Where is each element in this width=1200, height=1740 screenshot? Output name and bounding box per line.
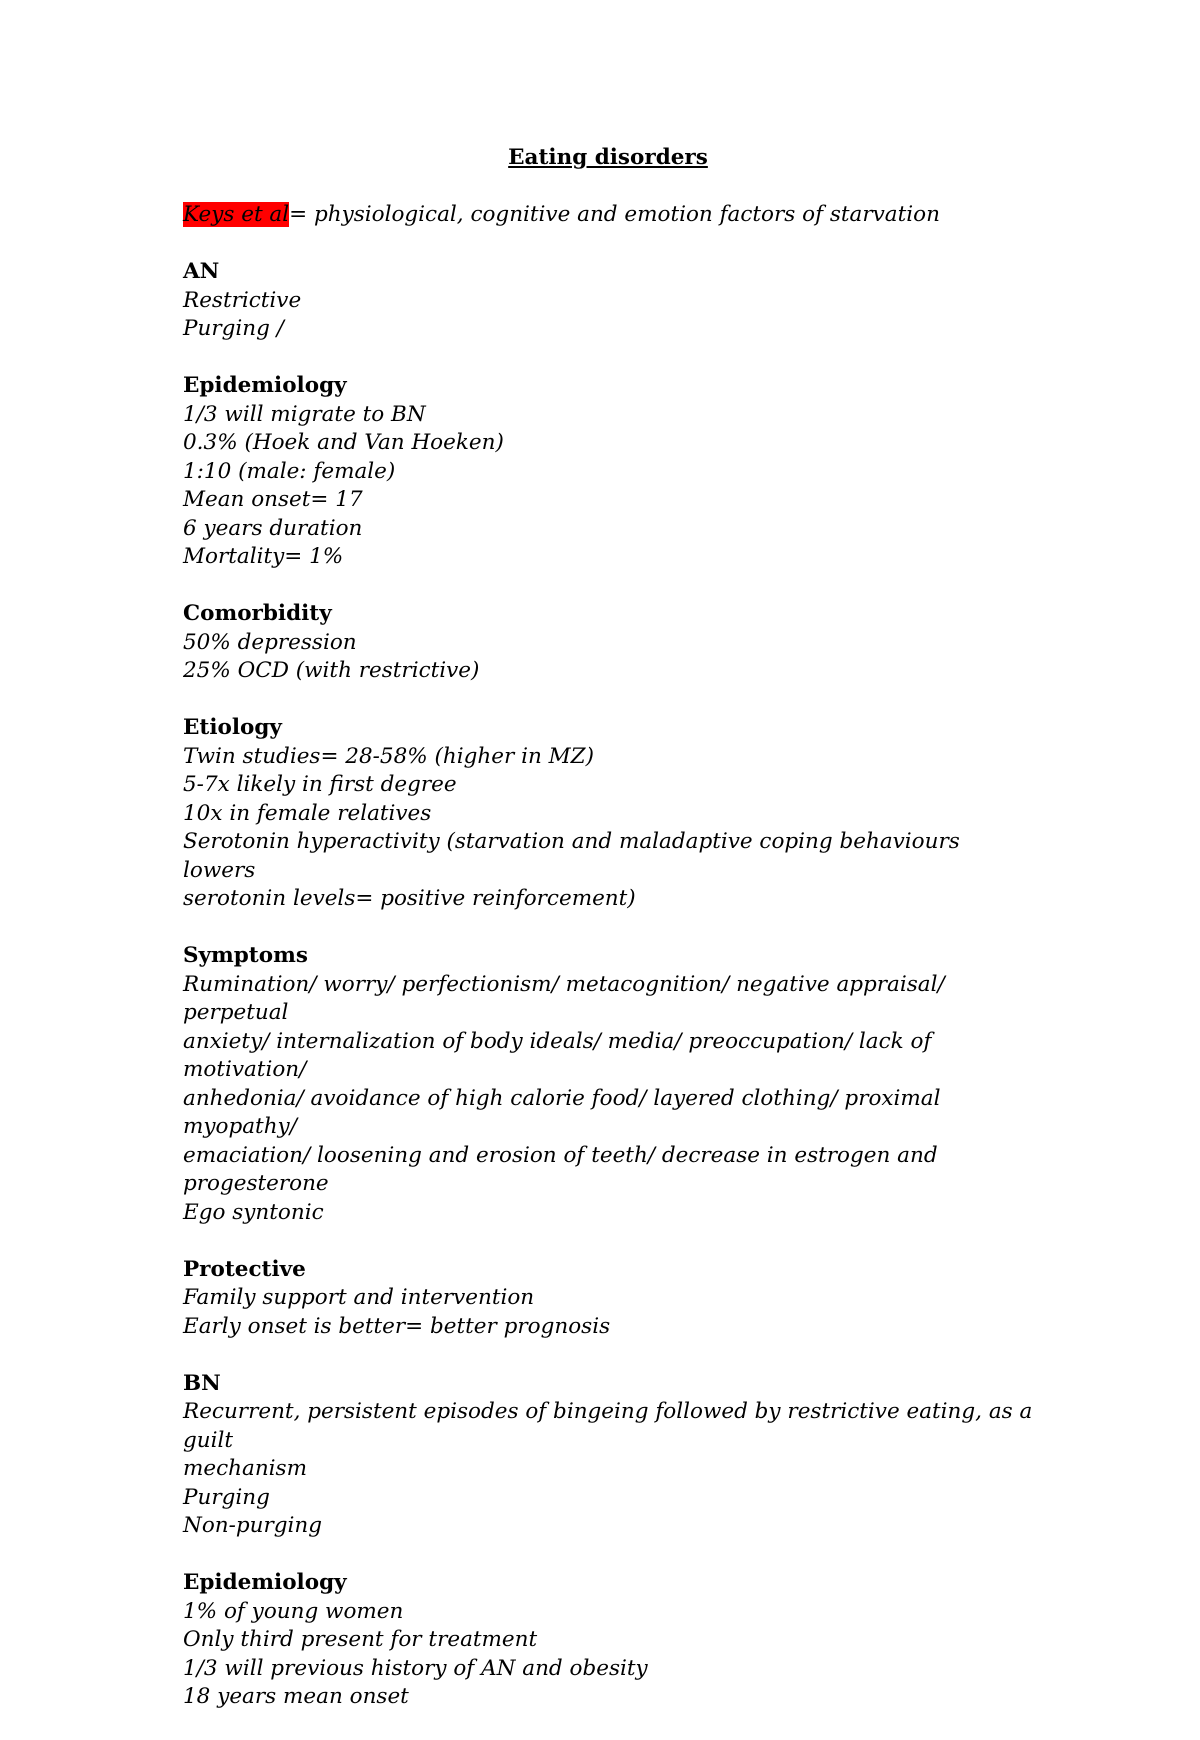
section-bn-epidemiology [183, 1569, 1033, 1712]
section-line: Family support and intervention [183, 1285, 535, 1310]
section-line: Twin studies= 28-58% (higher in MZ) [183, 743, 594, 769]
section-heading: Etiology [183, 715, 282, 740]
section-line: anxiety/ internalization of body ideals/ media/ preoccupation/ lack of motivation/ [183, 1028, 932, 1082]
section-heading: AN [183, 259, 220, 284]
section-line: emaciation/ loosening and erosion of teeth/ decrease in estrogen and progesterone [183, 1142, 938, 1196]
intro-line [183, 201, 1033, 230]
section-line: Non-purging [183, 1513, 323, 1538]
section-line: mechanism [183, 1456, 307, 1481]
section-line: 5-7x likely in first degree [183, 772, 457, 797]
section-protective [183, 1256, 1033, 1342]
section-heading: Epidemiology [183, 1570, 347, 1595]
section-heading: BN [183, 1370, 221, 1396]
section-line: Ego syntonic [183, 1199, 324, 1225]
section-bn [183, 1370, 1033, 1541]
section-line: 0.3% (Hoek and Van Hoeken) [183, 430, 504, 455]
section-line: Only third present for treatment [183, 1627, 538, 1652]
section-heading: Protective [183, 1256, 306, 1282]
section-line: Mortality= 1% [183, 544, 344, 569]
section-line: Early onset is better= better prognosis [183, 1313, 611, 1339]
section-line: 6 years duration [183, 515, 363, 541]
section-heading: Epidemiology [183, 373, 347, 398]
section-heading: Symptoms [183, 943, 308, 968]
section-line: Serotonin hyperactivity (starvation and maladaptive coping behaviours lowers [183, 829, 960, 883]
section-line: 1/3 will migrate to BN [183, 401, 426, 427]
section-line: 1:10 (male: female) [183, 458, 396, 484]
section-an [183, 258, 1033, 344]
section-line: 1% of young women [183, 1598, 404, 1624]
section-line: Rumination/ worry/ perfectionism/ metacognition/ negative appraisal/ perpetual [183, 971, 945, 1025]
document-title: Eating disorders [508, 145, 708, 170]
section-line: 1/3 will previous history of AN and obesity [183, 1655, 648, 1681]
highlighted-text: Keys et al [183, 202, 290, 227]
intro-text: = physiological, cognitive and emotion factors of starvation [289, 202, 940, 227]
section-line: Restrictive [183, 287, 302, 313]
section-line: Mean onset= 17 [183, 487, 363, 512]
section-line: serotonin levels= positive reinforcement) [183, 886, 636, 911]
section-etiology [183, 714, 1033, 914]
section-comorbidity [183, 600, 1033, 686]
section-line: 25% OCD (with restrictive) [183, 658, 480, 683]
document-body [183, 144, 1033, 1740]
section-line: Purging / [183, 316, 284, 341]
section-line: Purging [183, 1484, 270, 1510]
section-line: 10x in female relatives [183, 800, 432, 826]
section-line: 18 years mean onset [183, 1684, 409, 1709]
section-line: 50% depression [183, 629, 357, 655]
section-an-epidemiology [183, 372, 1033, 572]
section-heading: Comorbidity [183, 601, 332, 626]
section-line: Recurrent, persistent episodes of bingeing followed by restrictive eating, as a guilt [183, 1399, 1033, 1453]
section-symptoms [183, 942, 1033, 1227]
section-line: anhedonia/ avoidance of high calorie food/ layered clothing/ proximal myopathy/ [183, 1085, 941, 1139]
